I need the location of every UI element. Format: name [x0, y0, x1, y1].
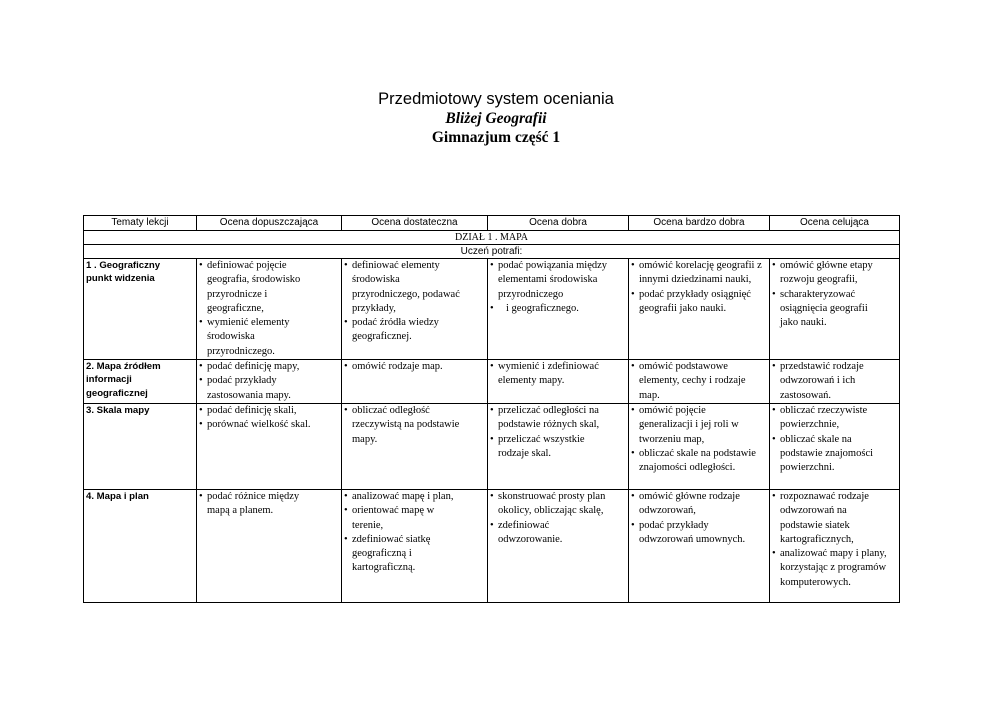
list-item — [344, 316, 466, 345]
criteria-cell — [342, 489, 488, 602]
list-item-text: obliczać rzeczywiste powierzchnie, — [780, 404, 868, 431]
list-item-text: przeliczać odległości na podstawie różnych skal, — [498, 404, 600, 431]
list-item — [631, 259, 767, 288]
table-row — [84, 403, 900, 489]
list-item — [490, 404, 618, 433]
list-item-text: i geograficznego. — [506, 302, 579, 314]
list-item — [344, 533, 466, 576]
bullet-icon: • — [631, 361, 635, 373]
bullet-icon: • — [199, 404, 203, 416]
list-item — [199, 374, 311, 403]
list-item-text: analizować mapę i plan, — [352, 490, 454, 502]
list-item-text: obliczać odległość rzeczywistą na podstawie mapy. — [352, 404, 460, 445]
intro-row — [84, 245, 900, 259]
list-item — [344, 360, 485, 374]
bullet-icon: • — [631, 260, 635, 271]
document-title: Przedmiotowy system oceniania — [378, 90, 614, 108]
column-header: Ocena dopuszczająca — [197, 216, 342, 231]
bullet-icon: • — [344, 505, 348, 517]
criteria-cell — [770, 259, 900, 360]
bullet-icon: • — [772, 548, 776, 560]
list-item-text: przedstawić rodzaje odwzorowań i ich zastosowań. — [780, 361, 864, 401]
list-item-text: podać przykłady odwzorowań umownych. — [639, 519, 746, 545]
list-item — [344, 259, 466, 316]
list-item-text: przeliczać wszystkie rodzaje skal. — [498, 433, 585, 459]
topic-line: 3. Skala mapy — [86, 404, 150, 416]
list-item — [199, 404, 311, 418]
list-item — [631, 447, 757, 476]
bullet-icon: • — [199, 490, 203, 502]
list-item — [490, 433, 618, 462]
criteria-cell — [770, 360, 900, 404]
list-item-text: podać powiązania między elementami środowiska przyrodniczego — [498, 260, 608, 300]
criteria-cell — [770, 403, 900, 489]
bullet-icon: • — [772, 288, 776, 300]
list-item — [631, 288, 767, 317]
list-item — [631, 519, 761, 548]
grading-table — [83, 215, 900, 603]
document-subtitle: Bliżej Geografii — [445, 110, 547, 127]
list-item — [772, 360, 884, 403]
bullet-icon: • — [199, 317, 203, 329]
section-row — [84, 231, 900, 245]
column-header: Ocena bardzo dobra — [629, 216, 770, 231]
bullet-icon: • — [631, 447, 635, 459]
bullet-icon: • — [199, 260, 203, 271]
topic-line: geograficznej — [86, 387, 148, 399]
list-item — [199, 490, 323, 519]
topic-line: informacji — [86, 374, 132, 386]
list-item-text: definiować elementy środowiska przyrodniczego, podawać przykłady, — [352, 260, 460, 314]
topic-line: punkt widzenia — [86, 273, 155, 285]
list-item — [344, 404, 470, 447]
bullet-icon: • — [344, 490, 348, 502]
list-item-text: porównać wielkość skal. — [207, 419, 311, 431]
bullet-icon: • — [344, 533, 348, 545]
list-item-text: definiować pojęcie geografia, środowisko przyrodnicze i geograficzne, — [207, 260, 301, 314]
list-item — [772, 433, 896, 476]
criteria-cell — [342, 403, 488, 489]
list-item-text: wymienić i zdefiniować elementy mapy. — [498, 361, 599, 387]
list-item — [490, 519, 610, 548]
list-item-text: podać przykłady osiągnięć geografii jako nauki. — [639, 288, 751, 314]
list-item — [490, 302, 624, 316]
intro-text: Uczeń potrafi: — [84, 245, 900, 259]
list-item-text: zdefiniować odwzorowanie. — [498, 519, 563, 545]
bullet-icon: • — [772, 404, 776, 416]
list-item-text: podać definicję mapy, — [207, 361, 300, 373]
criteria-cell — [342, 259, 488, 360]
criteria-cell — [488, 259, 629, 360]
list-item — [772, 288, 882, 331]
criteria-cell — [197, 360, 342, 404]
topic-cell — [84, 489, 197, 602]
topic-cell — [84, 360, 197, 404]
document-header — [0, 88, 992, 147]
topic-line: 1 . Geograficzny — [86, 260, 161, 271]
bullet-icon: • — [490, 519, 494, 531]
column-header: Ocena dobra — [488, 216, 629, 231]
bullet-icon: • — [631, 490, 635, 502]
topic-cell — [84, 403, 197, 489]
list-item-text: podać przykłady zastosowania mapy. — [207, 375, 291, 401]
section-title: DZIAŁ 1 . MAPA — [84, 231, 900, 245]
criteria-cell — [770, 489, 900, 602]
list-item — [199, 316, 311, 359]
bullet-icon: • — [344, 317, 348, 329]
list-item — [490, 360, 618, 389]
table-header-row — [84, 216, 900, 231]
bullet-icon: • — [344, 404, 348, 416]
criteria-cell — [488, 403, 629, 489]
table-row — [84, 360, 900, 404]
list-item — [199, 360, 311, 374]
list-item-text: omówić korelację geografii z innymi dziedzinami nauki, — [639, 260, 762, 286]
list-item — [199, 418, 311, 432]
list-item-text: obliczać skale na podstawie znajomości powierzchni. — [780, 433, 874, 474]
bullet-icon: • — [199, 419, 203, 431]
table-row — [84, 259, 900, 360]
bullet-icon: • — [490, 302, 494, 314]
list-item-text: podać definicję skali, — [207, 404, 297, 416]
bullet-icon: • — [772, 490, 776, 502]
list-item-text: omówić główne rodzaje odwzorowań, — [639, 490, 740, 517]
bullet-icon: • — [344, 260, 348, 271]
criteria-cell — [629, 360, 770, 404]
list-item-text: podać różnice między mapą a planem. — [207, 490, 300, 517]
column-header: Tematy lekcji — [84, 216, 197, 231]
bullet-icon: • — [490, 490, 494, 502]
bullet-icon: • — [490, 260, 494, 271]
list-item-text: skonstruować prosty plan okolicy, obliczając skalę, — [498, 490, 606, 517]
criteria-cell — [629, 489, 770, 602]
criteria-cell — [488, 489, 629, 602]
table-row — [84, 489, 900, 602]
list-item-text: analizować mapy i plany, korzystając z programów komputerowych. — [780, 548, 887, 588]
criteria-cell — [629, 259, 770, 360]
list-item-text: podać źródła wiedzy geograficznej. — [352, 317, 439, 343]
list-item-text: omówić główne etapy rozwoju geografii, — [780, 260, 873, 286]
column-header: Ocena dostateczna — [342, 216, 488, 231]
bullet-icon: • — [344, 361, 348, 373]
list-item-text: wymienić elementy środowiska przyrodniczego. — [207, 317, 290, 357]
list-item-text: omówić pojęcie generalizacji i jej roli w tworzeniu map, — [639, 404, 739, 445]
bullet-icon: • — [772, 260, 776, 271]
list-item-text: scharakteryzować osiągnięcia geografii jako nauki. — [780, 288, 868, 329]
list-item — [199, 259, 311, 316]
bullet-icon: • — [490, 404, 494, 416]
criteria-cell — [488, 360, 629, 404]
list-item-text: obliczać skale na podstawie znajomości odległości. — [639, 447, 756, 474]
bullet-icon: • — [631, 404, 635, 416]
list-item — [631, 404, 757, 447]
list-item — [344, 504, 466, 533]
criteria-cell — [197, 259, 342, 360]
topic-cell — [84, 259, 197, 360]
list-item — [490, 259, 624, 302]
bullet-icon: • — [631, 519, 635, 531]
list-item — [772, 404, 896, 433]
bullet-icon: • — [199, 361, 203, 373]
column-header: Ocena celująca — [770, 216, 900, 231]
list-item-text: zdefiniować siatkę geograficzną i kartograficzną. — [352, 533, 431, 574]
list-item-text: rozpoznawać rodzaje odwzorowań na podstawie siatek kartograficznych, — [780, 490, 869, 545]
list-item-text: orientować mapę w terenie, — [352, 505, 435, 531]
criteria-cell — [629, 403, 770, 489]
topic-line: 2. Mapa źródłem — [86, 361, 161, 373]
list-item — [631, 490, 761, 519]
criteria-cell — [197, 403, 342, 489]
list-item — [631, 360, 761, 403]
bullet-icon: • — [490, 433, 494, 445]
bullet-icon: • — [772, 433, 776, 445]
list-item — [772, 490, 888, 547]
bullet-icon: • — [490, 361, 494, 373]
bullet-icon: • — [199, 375, 203, 387]
list-item — [772, 547, 888, 590]
list-item — [490, 490, 610, 519]
bullet-icon: • — [772, 361, 776, 373]
list-item-text: omówić podstawowe elementy, cechy i rodzaje map. — [639, 361, 746, 401]
list-item — [344, 490, 466, 504]
list-item-text: omówić rodzaje map. — [352, 361, 443, 373]
document-subtitle-level: Gimnazjum część 1 — [431, 129, 561, 146]
bullet-icon: • — [631, 288, 635, 300]
criteria-cell — [342, 360, 488, 404]
criteria-cell — [197, 489, 342, 602]
topic-line: 4. Mapa i plan — [86, 490, 149, 502]
list-item — [772, 259, 882, 288]
